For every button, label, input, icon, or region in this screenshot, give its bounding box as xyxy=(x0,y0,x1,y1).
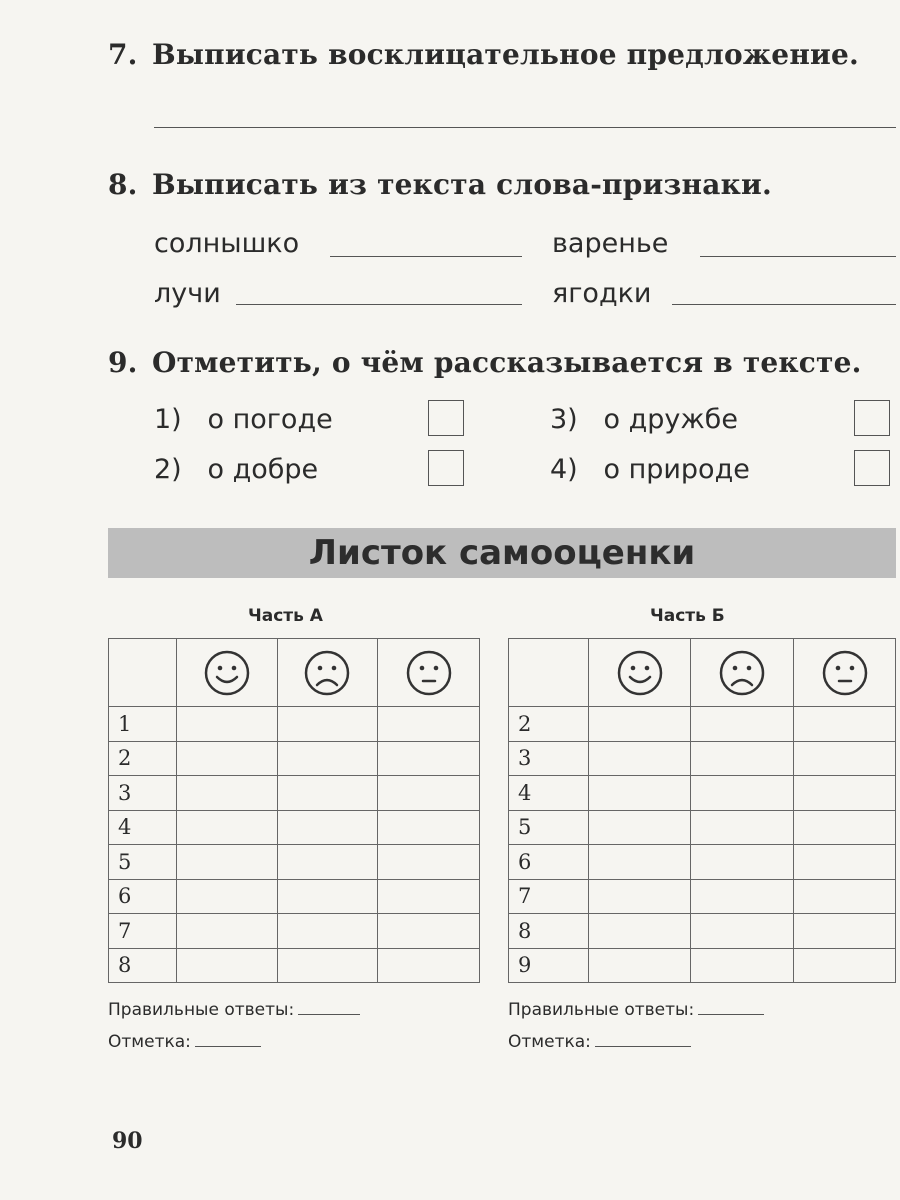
task-8 xyxy=(108,168,772,201)
word-sun: солнышко xyxy=(154,228,300,259)
option-number: 4) xyxy=(550,454,578,485)
checkbox-nature[interactable] xyxy=(854,450,890,486)
correct-answers-label: Правильные ответы: xyxy=(508,1000,695,1020)
correct-answers-field[interactable] xyxy=(698,1000,764,1015)
answer-line[interactable] xyxy=(236,304,522,305)
table-row xyxy=(509,879,896,914)
mark-label: Отметка: xyxy=(508,1032,591,1052)
sad-face-cell xyxy=(691,639,794,707)
answer-line[interactable] xyxy=(700,256,896,257)
task-text: Отметить, о чём рассказывается в тексте. xyxy=(152,346,862,379)
row-number: 3 xyxy=(109,776,177,811)
option-kindness xyxy=(154,454,318,485)
part-b-title: Часть Б xyxy=(650,606,725,626)
row-number: 6 xyxy=(109,879,177,914)
task-number: 8. xyxy=(108,168,138,201)
row-number: 7 xyxy=(509,879,589,914)
table-row xyxy=(109,948,480,983)
part-b-mark xyxy=(508,1032,691,1052)
table-row xyxy=(509,776,896,811)
row-number: 4 xyxy=(509,776,589,811)
neutral-face-icon xyxy=(405,649,453,697)
table-row xyxy=(509,707,896,742)
self-assessment-title: Листок самооценки xyxy=(108,528,896,578)
checkbox-weather[interactable] xyxy=(428,400,464,436)
option-nature xyxy=(550,454,750,485)
task-text: Выписать восклицательное предложение. xyxy=(152,38,859,71)
part-b-table xyxy=(508,638,896,983)
row-number: 2 xyxy=(509,707,589,742)
checkbox-friendship[interactable] xyxy=(854,400,890,436)
row-number: 7 xyxy=(109,914,177,949)
part-a-table xyxy=(108,638,480,983)
part-b-correct-answers xyxy=(508,1000,764,1020)
word-jam: варенье xyxy=(552,228,669,259)
neutral-face-cell xyxy=(378,639,480,707)
table-row xyxy=(109,741,480,776)
option-friendship xyxy=(550,404,738,435)
mark-field[interactable] xyxy=(195,1032,261,1047)
option-label: о добре xyxy=(207,454,319,485)
table-row xyxy=(109,879,480,914)
row-number: 5 xyxy=(509,810,589,845)
row-number: 6 xyxy=(509,845,589,880)
table-row xyxy=(509,810,896,845)
page-number: 90 xyxy=(112,1128,143,1154)
option-number: 1) xyxy=(154,404,182,435)
table-header-row xyxy=(109,639,480,707)
answer-line[interactable] xyxy=(330,256,522,257)
part-a-mark xyxy=(108,1032,261,1052)
word-rays: лучи xyxy=(154,278,221,309)
happy-face-icon xyxy=(616,649,664,697)
row-number: 2 xyxy=(109,741,177,776)
option-label: о погоде xyxy=(207,404,333,435)
table-row xyxy=(109,845,480,880)
table-row xyxy=(109,810,480,845)
sad-face-cell xyxy=(277,639,378,707)
row-number: 1 xyxy=(109,707,177,742)
answer-line[interactable] xyxy=(672,304,896,305)
task-number: 7. xyxy=(108,38,138,71)
task-text: Выписать из текста слова-признаки. xyxy=(152,168,772,201)
table-row xyxy=(109,707,480,742)
task-number: 9. xyxy=(108,346,138,379)
happy-face-cell xyxy=(588,639,691,707)
row-number: 4 xyxy=(109,810,177,845)
task-7 xyxy=(108,38,859,71)
happy-face-icon xyxy=(203,649,251,697)
correct-answers-field[interactable] xyxy=(298,1000,360,1015)
correct-answers-label: Правильные ответы: xyxy=(108,1000,295,1020)
table-row xyxy=(109,914,480,949)
option-weather xyxy=(154,404,333,435)
option-number: 2) xyxy=(154,454,182,485)
part-a-correct-answers xyxy=(108,1000,360,1020)
table-row xyxy=(509,948,896,983)
row-number: 8 xyxy=(509,914,589,949)
happy-face-cell xyxy=(176,639,277,707)
sad-face-icon xyxy=(718,649,766,697)
row-number: 8 xyxy=(109,948,177,983)
table-row xyxy=(109,776,480,811)
neutral-face-icon xyxy=(821,649,869,697)
part-a-title: Часть А xyxy=(248,606,323,626)
sad-face-icon xyxy=(303,649,351,697)
option-number: 3) xyxy=(550,404,578,435)
table-row xyxy=(509,845,896,880)
row-number: 9 xyxy=(509,948,589,983)
mark-label: Отметка: xyxy=(108,1032,191,1052)
answer-line[interactable] xyxy=(154,127,896,128)
checkbox-kindness[interactable] xyxy=(428,450,464,486)
table-header-row xyxy=(509,639,896,707)
mark-field[interactable] xyxy=(595,1032,691,1047)
table-row xyxy=(509,914,896,949)
row-number: 5 xyxy=(109,845,177,880)
task-9 xyxy=(108,346,862,379)
table-row xyxy=(509,741,896,776)
option-label: о дружбе xyxy=(603,404,738,435)
row-number: 3 xyxy=(509,741,589,776)
option-label: о природе xyxy=(603,454,750,485)
word-berries: ягодки xyxy=(552,278,652,309)
neutral-face-cell xyxy=(794,639,896,707)
